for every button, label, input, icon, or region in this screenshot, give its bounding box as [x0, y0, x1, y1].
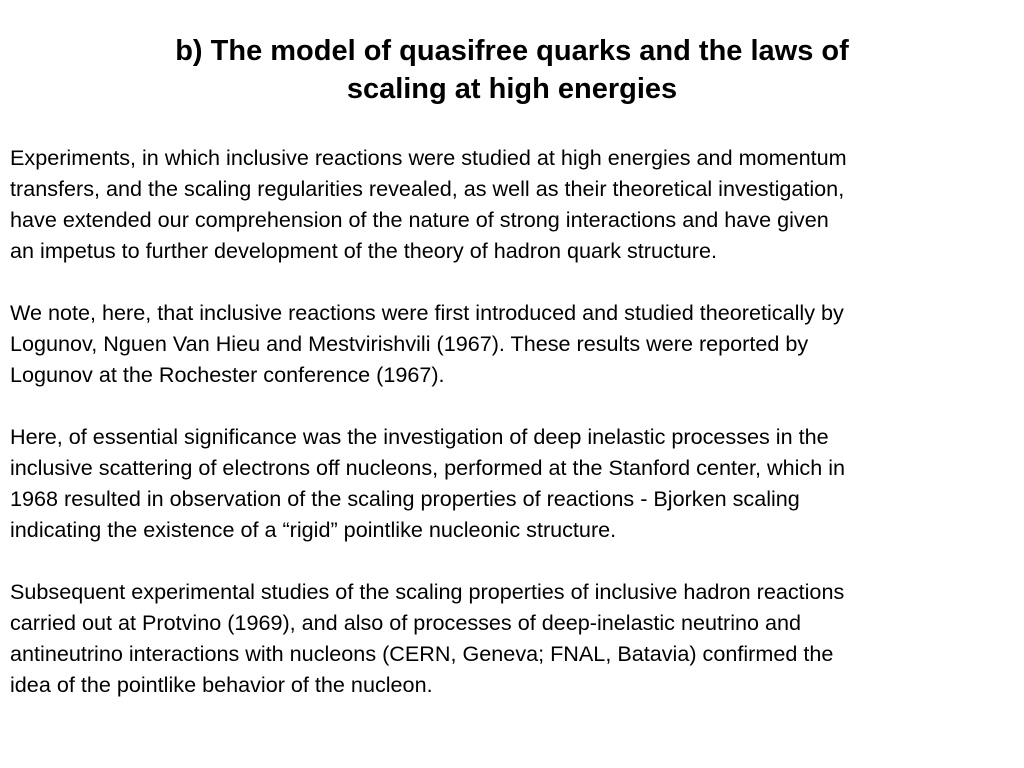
text-line: antineutrino interactions with nucleons (CERN, Geneva; FNAL, Batavia) confirmed the	[10, 641, 834, 666]
text-line: transfers, and the scaling regularities revealed, as well as their theoretical investigation,	[10, 176, 845, 201]
text-line: Logunov, Nguen Van Hieu and Mestvirishvili (1967). These results were reported by	[10, 331, 809, 356]
text-line: 1968 resulted in observation of the scaling properties of reactions - Bjorken scaling	[10, 486, 800, 511]
text-line: Experiments, in which inclusive reactions were studied at high energies and momentum	[10, 145, 847, 170]
text-line: We note, here, that inclusive reactions were first introduced and studied theoretically by	[10, 300, 844, 325]
text-line: carried out at Protvino (1969), and also of processes of deep-inelastic neutrino and	[10, 610, 802, 635]
text-line: Here, of essential significance was the investigation of deep inelastic processes in the	[10, 424, 829, 449]
paragraph-subsequent-studies	[10, 576, 1020, 700]
slide-title	[0, 32, 1024, 108]
text-line: inclusive scattering of electrons off nucleons, performed at the Stanford center, which in	[10, 455, 846, 480]
text-line: idea of the pointlike behavior of the nucleon.	[10, 672, 433, 697]
title-line: b) The model of quasifree quarks and the laws of	[175, 35, 849, 67]
paragraph-deep-inelastic	[10, 421, 1020, 545]
text-line: Logunov at the Rochester conference (1967).	[10, 362, 445, 387]
text-line: have extended our comprehension of the nature of strong interactions and have given	[10, 207, 829, 232]
text-line: Subsequent experimental studies of the scaling properties of inclusive hadron reactions	[10, 579, 845, 604]
slide-body	[10, 142, 1020, 731]
text-line: indicating the existence of a “rigid” pointlike nucleonic structure.	[10, 517, 617, 542]
paragraph-inclusive-reactions	[10, 297, 1020, 390]
text-line: an impetus to further development of the theory of hadron quark structure.	[10, 238, 717, 263]
title-line: scaling at high energies	[346, 73, 678, 105]
paragraph-experiments	[10, 142, 1020, 266]
